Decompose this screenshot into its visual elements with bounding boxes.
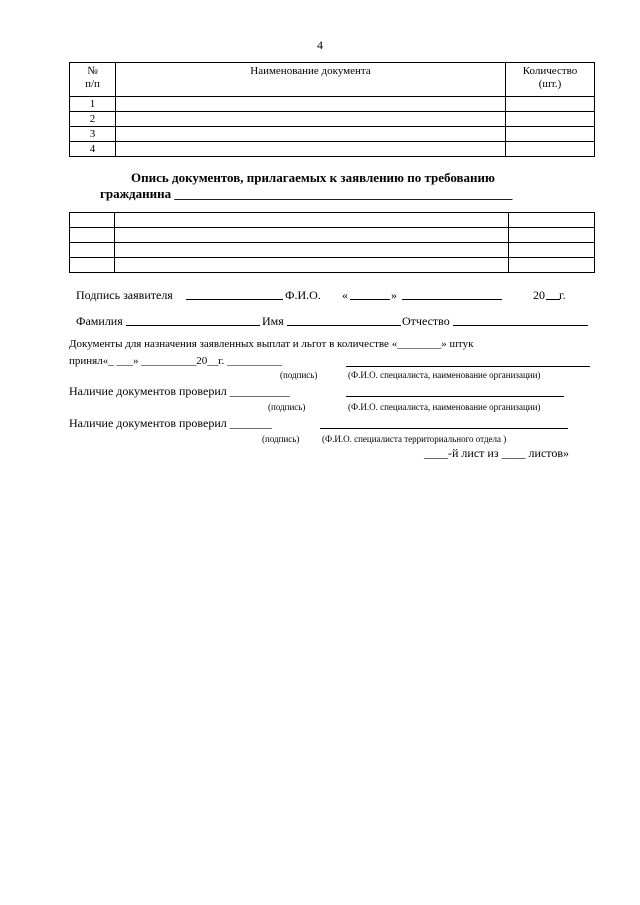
cell[interactable] xyxy=(70,243,115,258)
documents-count-text: Документы для назначения заявленных выплат и льгот в количестве «________» штук xyxy=(69,338,474,350)
year-field[interactable] xyxy=(546,299,560,300)
quote-close: » xyxy=(391,288,397,302)
row-qty-cell[interactable] xyxy=(506,142,595,157)
applicant-signature-field[interactable] xyxy=(186,299,283,300)
row-name-cell[interactable] xyxy=(116,142,506,157)
accepted-specialist-field[interactable] xyxy=(346,366,590,367)
day-field[interactable] xyxy=(350,299,390,300)
checked-by-text-2: Наличие документов проверил _______ xyxy=(69,416,272,430)
cell[interactable] xyxy=(509,213,595,228)
cell[interactable] xyxy=(70,213,115,228)
year-prefix: 20 xyxy=(533,288,545,302)
checked-specialist-field-2[interactable] xyxy=(320,428,568,429)
caption-specialist: (Ф.И.О. специалиста территориального отдела ) xyxy=(322,434,507,444)
section-title-citizen: гражданина ____________________________________________________ xyxy=(100,186,513,201)
table-row xyxy=(70,213,595,228)
row-number: 4 xyxy=(70,142,116,157)
cell[interactable] xyxy=(509,258,595,273)
caption-specialist: (Ф.И.О. специалиста, наименование организации) xyxy=(348,370,541,380)
page-number: 4 xyxy=(317,38,323,52)
applicant-signature-label: Подпись заявителя xyxy=(76,288,173,302)
quote-open: « xyxy=(342,288,348,302)
fio-label: Ф.И.О. xyxy=(285,288,321,302)
table-row xyxy=(70,97,595,112)
cell[interactable] xyxy=(115,228,509,243)
month-field[interactable] xyxy=(402,299,502,300)
accepted-by-text: принял«_ ___» __________20__г. __________ xyxy=(69,355,282,367)
name-field[interactable] xyxy=(287,325,401,326)
inventory-table xyxy=(69,212,595,273)
header-name: Наименование документа xyxy=(116,63,506,97)
cell[interactable] xyxy=(509,243,595,258)
row-qty-cell[interactable] xyxy=(506,112,595,127)
patronymic-field[interactable] xyxy=(453,325,588,326)
row-name-cell[interactable] xyxy=(116,97,506,112)
checked-specialist-field-1[interactable] xyxy=(346,396,564,397)
table-row xyxy=(70,142,595,157)
caption-signature: (подпись) xyxy=(268,402,306,412)
cell[interactable] xyxy=(70,228,115,243)
cell[interactable] xyxy=(115,243,509,258)
surname-field[interactable] xyxy=(126,325,260,326)
cell[interactable] xyxy=(115,258,509,273)
table-row xyxy=(70,228,595,243)
table-row xyxy=(70,258,595,273)
patronymic-label: Отчество xyxy=(402,314,450,328)
row-qty-cell[interactable] xyxy=(506,127,595,142)
table-row xyxy=(70,127,595,142)
row-name-cell[interactable] xyxy=(116,112,506,127)
header-qty: Количество (шт.) xyxy=(506,63,595,97)
row-qty-cell[interactable] xyxy=(506,97,595,112)
documents-table xyxy=(69,62,595,157)
row-number: 1 xyxy=(70,97,116,112)
caption-signature: (подпись) xyxy=(262,434,300,444)
header-num: № п/п xyxy=(70,63,116,97)
cell[interactable] xyxy=(70,258,115,273)
section-title: Опись документов, прилагаемых к заявлению по требованию xyxy=(131,170,495,185)
surname-label: Фамилия xyxy=(76,314,123,328)
sheet-counter: ____-й лист из ____ листов» xyxy=(424,446,570,460)
row-number: 2 xyxy=(70,112,116,127)
table-row xyxy=(70,112,595,127)
cell[interactable] xyxy=(115,213,509,228)
cell[interactable] xyxy=(509,228,595,243)
caption-specialist: (Ф.И.О. специалиста, наименование организации) xyxy=(348,402,541,412)
name-label: Имя xyxy=(262,314,284,328)
caption-signature: (подпись) xyxy=(280,370,318,380)
row-name-cell[interactable] xyxy=(116,127,506,142)
table-row xyxy=(70,243,595,258)
year-suffix: г. xyxy=(559,288,566,302)
checked-by-text-1: Наличие документов проверил __________ xyxy=(69,384,290,398)
row-number: 3 xyxy=(70,127,116,142)
